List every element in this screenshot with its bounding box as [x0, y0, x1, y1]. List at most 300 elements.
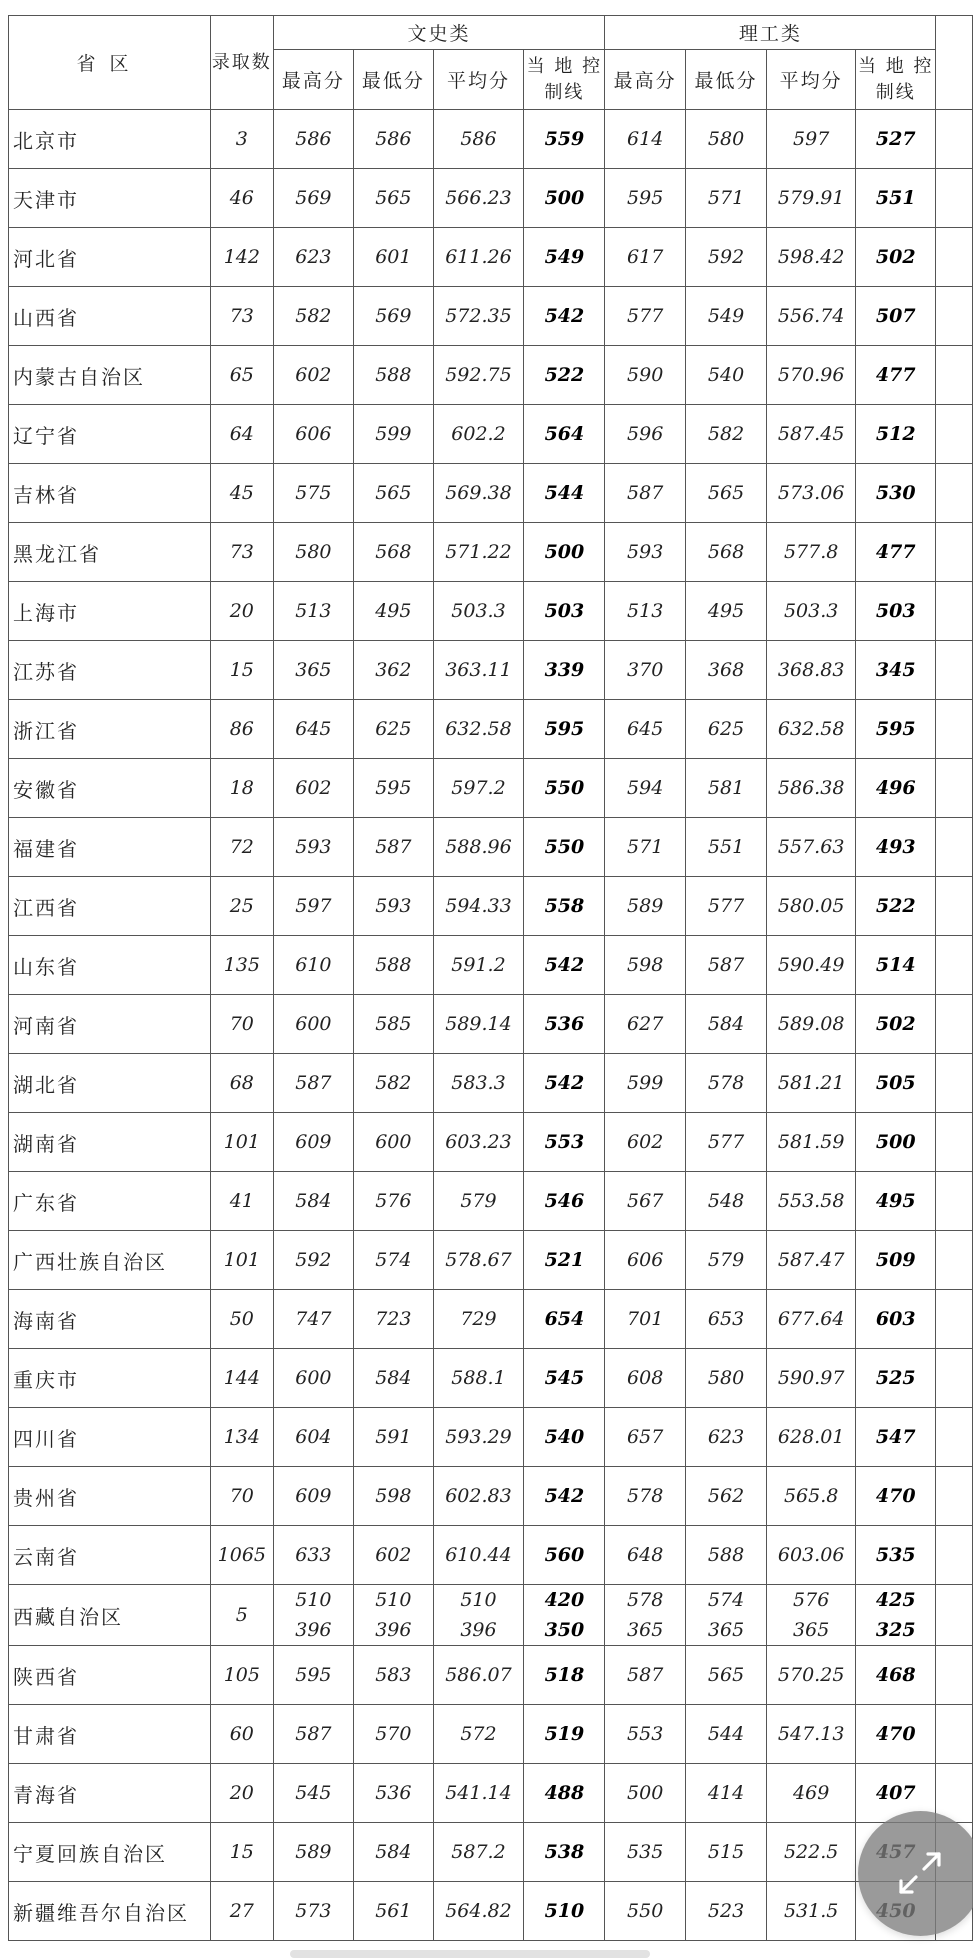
- w-control-line-cell: 595: [524, 700, 605, 759]
- w-avg-cell: 541.14: [433, 1764, 524, 1823]
- table-row: [9, 405, 973, 464]
- l-max-cell: 590: [605, 346, 685, 405]
- w-max-cell: 582: [273, 287, 353, 346]
- w-avg-cell: 578.67: [433, 1231, 524, 1290]
- l-control-line-cell: 514: [856, 936, 936, 995]
- w-avg-value-secondary: 396: [460, 1619, 497, 1641]
- l-min-cell: 588: [685, 1526, 766, 1585]
- l-avg-cell: 573.06: [767, 464, 856, 523]
- w-avg-cell: 586: [433, 110, 524, 169]
- l-max-cell: 550: [605, 1882, 685, 1941]
- clipped-cell: [936, 1467, 973, 1526]
- admitted-cell: 45: [210, 464, 273, 523]
- clipped-cell: [936, 1408, 973, 1467]
- admitted-cell: 3: [210, 110, 273, 169]
- w-min-cell: 568: [354, 523, 434, 582]
- w-avg-cell: 588.1: [433, 1349, 524, 1408]
- admitted-cell: 20: [210, 1764, 273, 1823]
- province-cell: 海南省: [9, 1290, 211, 1349]
- header-w-min: 最低分: [354, 50, 434, 110]
- w-avg-cell: 564.82: [433, 1882, 524, 1941]
- table-row: [9, 287, 973, 346]
- header-l-control-line: 当 地 控制线: [856, 50, 936, 110]
- l-avg-cell: 598.42: [767, 228, 856, 287]
- w-max-cell: 747: [273, 1290, 353, 1349]
- l-avg-cell: 469: [767, 1764, 856, 1823]
- l-min-cell: 587: [685, 936, 766, 995]
- l-control-line-cell: 495: [856, 1172, 936, 1231]
- w-avg-cell: 363.11: [433, 641, 524, 700]
- l-max-cell: 596: [605, 405, 685, 464]
- l-avg-cell: 587.47: [767, 1231, 856, 1290]
- w-max-cell: 545: [273, 1764, 353, 1823]
- admitted-cell: 60: [210, 1705, 273, 1764]
- w-min-cell: 599: [354, 405, 434, 464]
- l-max-cell: 608: [605, 1349, 685, 1408]
- w-min-cell: 602: [354, 1526, 434, 1585]
- clipped-cell: [936, 1290, 973, 1349]
- w-min-cell: [354, 1585, 434, 1646]
- l-avg-value-secondary: 365: [793, 1619, 830, 1641]
- l-min-cell: 544: [685, 1705, 766, 1764]
- w-control-line-cell: 521: [524, 1231, 605, 1290]
- l-max-cell: 535: [605, 1823, 685, 1882]
- province-cell: 内蒙古自治区: [9, 346, 211, 405]
- scroll-indicator[interactable]: [290, 1950, 650, 1958]
- admitted-cell: 20: [210, 582, 273, 641]
- l-min-value-secondary: 365: [707, 1619, 745, 1641]
- w-min-cell: 723: [354, 1290, 434, 1349]
- l-avg-cell: 581.59: [767, 1113, 856, 1172]
- l-min-cell: 592: [685, 228, 766, 287]
- w-min-cell: 576: [354, 1172, 434, 1231]
- l-control-line-cell: 527: [856, 110, 936, 169]
- clipped-cell: [936, 464, 973, 523]
- l-control-line-cell: 470: [856, 1467, 936, 1526]
- l-min-cell: 582: [685, 405, 766, 464]
- l-control-line-cell: 512: [856, 405, 936, 464]
- w-control-line-cell: 488: [524, 1764, 605, 1823]
- province-cell: 新疆维吾尔自治区: [9, 1882, 211, 1941]
- w-control-line-cell: 538: [524, 1823, 605, 1882]
- w-control-line-cell: 542: [524, 1054, 605, 1113]
- w-min-cell: 587: [354, 818, 434, 877]
- l-min-cell: 584: [685, 995, 766, 1054]
- table-row: [9, 877, 973, 936]
- l-avg-cell: 589.08: [767, 995, 856, 1054]
- table-row: [9, 1823, 973, 1882]
- province-cell: 广西壮族自治区: [9, 1231, 211, 1290]
- w-min-cell: 591: [354, 1408, 434, 1467]
- l-max-cell: 606: [605, 1231, 685, 1290]
- table-row: [9, 346, 973, 405]
- w-control-line-cell: 503: [524, 582, 605, 641]
- w-max-cell: 602: [273, 346, 353, 405]
- l-avg-cell: 597: [767, 110, 856, 169]
- w-max-cell: 600: [273, 1349, 353, 1408]
- w-avg-cell: 603.23: [433, 1113, 524, 1172]
- clipped-cell: [936, 582, 973, 641]
- admitted-cell: 134: [210, 1408, 273, 1467]
- w-avg-cell: 572: [433, 1705, 524, 1764]
- w-min-cell: 569: [354, 287, 434, 346]
- province-cell: 黑龙江省: [9, 523, 211, 582]
- l-min-cell: 523: [685, 1882, 766, 1941]
- province-cell: 青海省: [9, 1764, 211, 1823]
- admitted-cell: 68: [210, 1054, 273, 1113]
- w-avg-cell: [433, 1585, 524, 1646]
- l-avg-cell: 368.83: [767, 641, 856, 700]
- clipped-cell: [936, 110, 973, 169]
- w-min-cell: 584: [354, 1823, 434, 1882]
- admitted-cell: 46: [210, 169, 273, 228]
- table-row: [9, 1408, 973, 1467]
- w-min-cell: 595: [354, 759, 434, 818]
- l-min-cell: 577: [685, 877, 766, 936]
- l-control-line-cell: 525: [856, 1349, 936, 1408]
- l-avg-cell: 632.58: [767, 700, 856, 759]
- w-control-line-cell: 542: [524, 1467, 605, 1526]
- l-min-cell: 580: [685, 1349, 766, 1408]
- admitted-cell: 64: [210, 405, 273, 464]
- province-cell: 山西省: [9, 287, 211, 346]
- l-avg-cell: 503.3: [767, 582, 856, 641]
- w-avg-cell: 597.2: [433, 759, 524, 818]
- l-control-line-cell: 496: [856, 759, 936, 818]
- table-row: [9, 1349, 973, 1408]
- w-control-line-cell: 510: [524, 1882, 605, 1941]
- w-max-cell: 580: [273, 523, 353, 582]
- l-max-cell: 595: [605, 169, 685, 228]
- province-cell: 上海市: [9, 582, 211, 641]
- table-row: [9, 228, 973, 287]
- l-avg-cell: 556.74: [767, 287, 856, 346]
- w-control-line-cell: 560: [524, 1526, 605, 1585]
- l-avg-cell: 580.05: [767, 877, 856, 936]
- l-control-line-cell: 535: [856, 1526, 936, 1585]
- l-min-cell: 551: [685, 818, 766, 877]
- w-control-line-value-secondary: 350: [544, 1619, 585, 1641]
- l-control-line-cell: 502: [856, 228, 936, 287]
- l-min-cell: 565: [685, 464, 766, 523]
- l-control-line-cell: 477: [856, 523, 936, 582]
- table-row: [9, 523, 973, 582]
- clipped-cell: [936, 877, 973, 936]
- admitted-cell: 135: [210, 936, 273, 995]
- l-control-line-value-secondary: 325: [875, 1619, 916, 1641]
- admitted-cell: 142: [210, 228, 273, 287]
- w-avg-cell: 586.07: [433, 1646, 524, 1705]
- l-control-line-cell: 493: [856, 818, 936, 877]
- w-control-line-cell: 339: [524, 641, 605, 700]
- clipped-cell: [936, 523, 973, 582]
- l-min-cell: 571: [685, 169, 766, 228]
- w-min-cell: 570: [354, 1705, 434, 1764]
- l-min-cell: 548: [685, 1172, 766, 1231]
- clipped-cell: [936, 1231, 973, 1290]
- w-min-cell: 588: [354, 936, 434, 995]
- l-min-cell: 515: [685, 1823, 766, 1882]
- province-cell: 贵州省: [9, 1467, 211, 1526]
- w-max-cell: 609: [273, 1113, 353, 1172]
- w-min-cell: 536: [354, 1764, 434, 1823]
- clipped-cell: [936, 1349, 973, 1408]
- w-avg-cell: 588.96: [433, 818, 524, 877]
- l-max-cell: 701: [605, 1290, 685, 1349]
- clipped-cell: [936, 1646, 973, 1705]
- l-avg-cell: 557.63: [767, 818, 856, 877]
- province-cell: 江西省: [9, 877, 211, 936]
- w-min-cell: 362: [354, 641, 434, 700]
- l-max-cell: 598: [605, 936, 685, 995]
- w-max-cell: 589: [273, 1823, 353, 1882]
- l-max-cell: 645: [605, 700, 685, 759]
- table-row: [9, 995, 973, 1054]
- w-control-line-cell: 545: [524, 1349, 605, 1408]
- w-control-line-cell: 550: [524, 818, 605, 877]
- l-min-cell: 565: [685, 1646, 766, 1705]
- province-cell: 江苏省: [9, 641, 211, 700]
- w-max-cell: 569: [273, 169, 353, 228]
- l-control-line-cell: 530: [856, 464, 936, 523]
- admitted-cell: 15: [210, 1823, 273, 1882]
- table-row: [9, 1290, 973, 1349]
- l-avg-cell: 603.06: [767, 1526, 856, 1585]
- w-max-cell: 587: [273, 1054, 353, 1113]
- l-max-cell: 500: [605, 1764, 685, 1823]
- w-avg-cell: 592.75: [433, 346, 524, 405]
- w-control-line-cell: 542: [524, 287, 605, 346]
- w-avg-cell: 579: [433, 1172, 524, 1231]
- table-row: [9, 1526, 973, 1585]
- w-avg-value: 510: [460, 1589, 497, 1611]
- w-avg-cell: 591.2: [433, 936, 524, 995]
- w-min-cell: 574: [354, 1231, 434, 1290]
- l-control-line-cell: 468: [856, 1646, 936, 1705]
- l-avg-value: 576: [793, 1589, 830, 1611]
- expand-arrows-icon: [891, 1844, 949, 1902]
- w-max-cell: 586: [273, 110, 353, 169]
- admission-score-table: [8, 15, 973, 1941]
- w-avg-cell: 632.58: [433, 700, 524, 759]
- admitted-cell: 101: [210, 1231, 273, 1290]
- l-avg-cell: 553.58: [767, 1172, 856, 1231]
- l-control-line-cell: 509: [856, 1231, 936, 1290]
- l-min-cell: [685, 1585, 766, 1646]
- admitted-cell: 70: [210, 995, 273, 1054]
- l-control-line-cell: 500: [856, 1113, 936, 1172]
- l-min-cell: 625: [685, 700, 766, 759]
- l-control-line-cell: 522: [856, 877, 936, 936]
- clipped-cell: [936, 1585, 973, 1646]
- clipped-cell: [936, 1113, 973, 1172]
- l-max-cell: 602: [605, 1113, 685, 1172]
- w-min-cell: 584: [354, 1349, 434, 1408]
- header-wenshi: 文史类: [273, 16, 605, 50]
- l-avg-cell: 570.25: [767, 1646, 856, 1705]
- l-max-cell: 657: [605, 1408, 685, 1467]
- w-avg-cell: 572.35: [433, 287, 524, 346]
- w-control-line-cell: 536: [524, 995, 605, 1054]
- clipped-cell: [936, 641, 973, 700]
- province-cell: 重庆市: [9, 1349, 211, 1408]
- l-max-cell: 578: [605, 1467, 685, 1526]
- province-cell: 西藏自治区: [9, 1585, 211, 1646]
- w-max-cell: 575: [273, 464, 353, 523]
- w-min-cell: 600: [354, 1113, 434, 1172]
- l-min-cell: 540: [685, 346, 766, 405]
- l-min-cell: 578: [685, 1054, 766, 1113]
- l-avg-cell: 586.38: [767, 759, 856, 818]
- admitted-cell: 65: [210, 346, 273, 405]
- w-max-cell: 604: [273, 1408, 353, 1467]
- admitted-cell: 25: [210, 877, 273, 936]
- w-avg-cell: 583.3: [433, 1054, 524, 1113]
- w-min-cell: 561: [354, 1882, 434, 1941]
- w-avg-cell: 610.44: [433, 1526, 524, 1585]
- w-min-cell: 598: [354, 1467, 434, 1526]
- l-min-cell: 579: [685, 1231, 766, 1290]
- w-max-cell: 584: [273, 1172, 353, 1231]
- l-control-line-cell: 603: [856, 1290, 936, 1349]
- table-row: [9, 641, 973, 700]
- l-avg-cell: 628.01: [767, 1408, 856, 1467]
- l-avg-cell: 522.5: [767, 1823, 856, 1882]
- province-cell: 山东省: [9, 936, 211, 995]
- l-avg-cell: 531.5: [767, 1882, 856, 1941]
- l-avg-cell: 570.96: [767, 346, 856, 405]
- w-max-cell: 592: [273, 1231, 353, 1290]
- l-max-cell: [605, 1585, 685, 1646]
- l-max-cell: 617: [605, 228, 685, 287]
- w-min-cell: 593: [354, 877, 434, 936]
- w-control-line-cell: 558: [524, 877, 605, 936]
- w-max-cell: 597: [273, 877, 353, 936]
- w-control-line-cell: 559: [524, 110, 605, 169]
- w-min-cell: 565: [354, 464, 434, 523]
- w-max-cell: 587: [273, 1705, 353, 1764]
- table-row: [9, 110, 973, 169]
- province-cell: 福建省: [9, 818, 211, 877]
- table-row: [9, 700, 973, 759]
- admitted-cell: 70: [210, 1467, 273, 1526]
- admitted-cell: 86: [210, 700, 273, 759]
- province-cell: 湖南省: [9, 1113, 211, 1172]
- clipped-cell: [936, 287, 973, 346]
- clipped-cell: [936, 405, 973, 464]
- l-max-cell: 370: [605, 641, 685, 700]
- l-max-cell: 599: [605, 1054, 685, 1113]
- header-w-control-line: 当 地 控制线: [524, 50, 605, 110]
- l-min-cell: 562: [685, 1467, 766, 1526]
- clipped-cell: [936, 700, 973, 759]
- w-control-line-cell: 519: [524, 1705, 605, 1764]
- table-row: [9, 1646, 973, 1705]
- expand-button[interactable]: [858, 1811, 973, 1936]
- w-control-line-cell: 518: [524, 1646, 605, 1705]
- l-max-cell: 627: [605, 995, 685, 1054]
- l-control-line-cell: 505: [856, 1054, 936, 1113]
- l-max-cell: 587: [605, 464, 685, 523]
- l-avg-cell: 590.97: [767, 1349, 856, 1408]
- w-avg-cell: 729: [433, 1290, 524, 1349]
- l-max-cell: 589: [605, 877, 685, 936]
- province-cell: 云南省: [9, 1526, 211, 1585]
- w-control-line-cell: 522: [524, 346, 605, 405]
- w-min-cell: 625: [354, 700, 434, 759]
- table-row: [9, 1054, 973, 1113]
- province-cell: 宁夏回族自治区: [9, 1823, 211, 1882]
- table-row: [9, 1585, 973, 1646]
- clipped-cell: [936, 995, 973, 1054]
- l-control-line-cell: 470: [856, 1705, 936, 1764]
- province-cell: 天津市: [9, 169, 211, 228]
- l-avg-cell: 581.21: [767, 1054, 856, 1113]
- w-control-line-cell: [524, 1585, 605, 1646]
- clipped-cell: [936, 1054, 973, 1113]
- w-control-line-cell: 553: [524, 1113, 605, 1172]
- admitted-cell: 41: [210, 1172, 273, 1231]
- w-max-cell: 595: [273, 1646, 353, 1705]
- w-max-cell: 633: [273, 1526, 353, 1585]
- clipped-cell: [936, 1172, 973, 1231]
- w-control-line-cell: 542: [524, 936, 605, 995]
- province-cell: 安徽省: [9, 759, 211, 818]
- l-max-cell: 553: [605, 1705, 685, 1764]
- l-max-value: 578: [627, 1589, 664, 1611]
- w-max-value-secondary: 396: [295, 1619, 332, 1641]
- l-control-line-cell: 502: [856, 995, 936, 1054]
- w-control-line-cell: 540: [524, 1408, 605, 1467]
- l-min-value: 574: [707, 1589, 745, 1611]
- l-min-cell: 568: [685, 523, 766, 582]
- admitted-cell: 73: [210, 287, 273, 346]
- l-avg-cell: 565.8: [767, 1467, 856, 1526]
- l-control-line-cell: 547: [856, 1408, 936, 1467]
- table-row: [9, 1882, 973, 1941]
- w-max-cell: 610: [273, 936, 353, 995]
- l-control-line-cell: [856, 1585, 936, 1646]
- l-avg-cell: 587.45: [767, 405, 856, 464]
- l-min-cell: 495: [685, 582, 766, 641]
- w-avg-cell: 602.83: [433, 1467, 524, 1526]
- l-control-line-value: 425: [875, 1589, 916, 1611]
- admitted-cell: 15: [210, 641, 273, 700]
- table-row: [9, 1764, 973, 1823]
- w-max-cell: 602: [273, 759, 353, 818]
- l-avg-cell: 579.91: [767, 169, 856, 228]
- w-max-cell: 513: [273, 582, 353, 641]
- admitted-cell: 27: [210, 1882, 273, 1941]
- w-avg-cell: 571.22: [433, 523, 524, 582]
- admitted-cell: 73: [210, 523, 273, 582]
- l-min-cell: 653: [685, 1290, 766, 1349]
- l-avg-cell: 577.8: [767, 523, 856, 582]
- w-avg-cell: 593.29: [433, 1408, 524, 1467]
- l-control-line-cell: 407: [856, 1764, 936, 1823]
- clipped-cell: [936, 759, 973, 818]
- w-min-cell: 582: [354, 1054, 434, 1113]
- w-control-line-cell: 564: [524, 405, 605, 464]
- w-min-cell: 583: [354, 1646, 434, 1705]
- table-row: [9, 1705, 973, 1764]
- w-control-line-cell: 654: [524, 1290, 605, 1349]
- l-min-cell: 414: [685, 1764, 766, 1823]
- province-cell: 湖北省: [9, 1054, 211, 1113]
- clipped-cell: [936, 818, 973, 877]
- admitted-cell: 50: [210, 1290, 273, 1349]
- province-cell: 北京市: [9, 110, 211, 169]
